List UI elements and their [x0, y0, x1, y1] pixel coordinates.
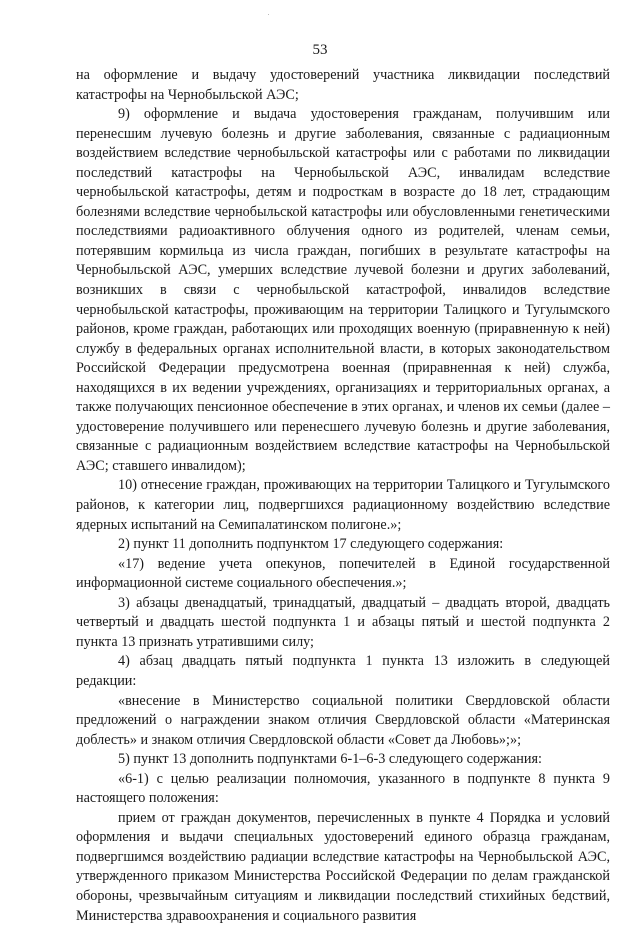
paragraph-amendment-5: 5) пункт 13 дополнить подпунктами 6-1–6-3 следующего содержания: [118, 751, 542, 768]
paragraph-document-intake: прием от граждан документов, перечисленных в пункте 4 Порядка и условий оформления и выдачи специальных удостоверений единого образца гражданам, подвергшимся воздействию радиации вследствие катастрофы на Чернобыльской АЭС, утвержденного приказом Министерства Российской Федерации по делам гражданской обороны, чрезвычайным ситуациям и ликвидации последствий стихийных бедствий, Министерства здравоохранения и социального развития [76, 809, 610, 924]
scan-speck [268, 14, 269, 15]
paragraph-amendment-2: 2) пункт 11 дополнить подпунктом 17 следующего содержания: [118, 536, 504, 553]
paragraph-new-wording: «внесение в Министерство социальной политики Свердловской области предложений о награждении знаком отличия Свердловской области «Материнская доблесть» и знаком отличия Свердловской области «Совет да Любовь»;»; [76, 692, 610, 748]
paragraph-item-9: 9) оформление и выдача удостоверения гражданам, получившим или перенесшим лучевую болезнь и другие заболевания, связанные с радиационным воздействием вследствие чернобыльской катастрофы или с работами по ликвидации последствий катастрофы на Чернобыльской АЭС, инвалидам вследствие чернобыльской катастрофы, детям и подросткам в возрасте до 18 лет, страдающим болезнями вследствие чернобыльской катастрофы или обусловленными генетическими последствиями радиоактивного облучения одного из родителей, членам семьи, потерявшим кормильца из числа граждан, погибших в результате катастрофы на Чернобыльской АЭС, умерших вследствие лучевой болезни и других заболеваний, возникших в связи с чернобыльской катастрофой, инвалидов вследствие чернобыльской катастрофы, проживающим на территории Талицкого и Тугулымского районов, кроме граждан, работающих или проходящих военную (приравненную к ней) службу в федеральных органах исполнительной власти, в которых законодательством Российской Федерации предусмотрена военная (приравненная к ней) служба, находящихся в их ведении учреждениях, организациях и территориальных органах, а также получающих пенсионное обеспечение в этих органах, и членов их семьи (далее – удостоверение получившего или перенесшего лучевую болезнь и другие заболевания, связанные с радиационным воздействием вследствие катастрофы на Чернобыльской АЭС; ставшего инвалидом); [76, 106, 610, 474]
paragraph-item-17: «17) ведение учета опекунов, попечителей в Единой государственной информационной системе социального обеспечения.»; [76, 555, 610, 592]
paragraph-item-10: 10) отнесение граждан, проживающих на территории Талицкого и Тугулымского районов, к категории лиц, подвергшихся радиационному воздействию вследствие ядерных испытаний на Семипалатинском полигоне.»; [76, 477, 610, 533]
document-body [76, 66, 610, 926]
paragraph-item-6-1: «6-1) с целью реализации полномочия, указанного в подпункте 8 пункта 9 настоящего положения: [76, 770, 610, 807]
paragraph-amendment-4: 4) абзац двадцать пятый подпункта 1 пункта 13 изложить в следующей редакции: [76, 653, 610, 689]
page-number: 53 [312, 42, 328, 58]
paragraph-amendment-3: 3) абзацы двенадцатый, тринадцатый, двадцатый – двадцать второй, двадцать четвертый и двадцать шестой подпункта 1 и абзацы пятый и шестой подпункта 2 пункта 13 признать утратившими силу; [76, 594, 610, 650]
paragraph-continuation: на оформление и выдачу удостоверений участника ликвидации последствий катастрофы на Чернобыльской АЭС; [76, 67, 610, 103]
